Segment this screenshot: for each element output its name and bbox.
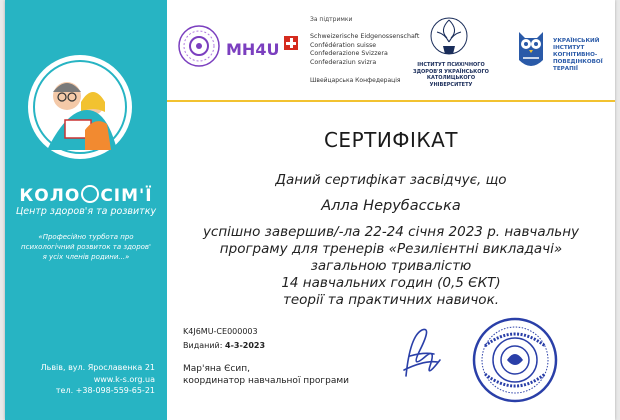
owl-line: УКРАЇНСЬКИЙ — [553, 38, 600, 44]
org-name — [5, 185, 167, 206]
body-line: теорії та практичних навичок. — [282, 292, 500, 308]
ucu-line: ЗДОРОВ'Я УКРАЇНСЬКОГО — [413, 68, 489, 75]
swiss-line: Confederazione Svizzera — [310, 50, 388, 57]
swiss-line: Schweizerische Eidgenossenschaft — [310, 33, 420, 40]
coordinator-name: Мар'яна Єсип, — [183, 364, 250, 374]
swiss-ua-name: Швейцарська Конфедерація — [310, 77, 401, 84]
owl-line: ТЕРАПІЇ — [553, 66, 578, 72]
swiss-line: Confédération suisse — [310, 41, 377, 49]
organization-stamp-icon — [471, 316, 559, 404]
owl-line: ПОВЕДІНКОВОЇ — [553, 59, 603, 65]
cbt-institute-text — [553, 38, 603, 73]
owl-line: ІНСТИТУТ — [553, 45, 585, 51]
family-logo-icon — [25, 52, 135, 162]
certificate-code: K4J6MU-CE000003 — [183, 327, 258, 336]
ucu-line: ІНСТИТУТ ПСИХІЧНОГО — [417, 62, 485, 68]
org-name-right: СІМ'Ї — [100, 186, 153, 206]
recipient-name: Алла Нерубасська — [321, 198, 461, 214]
body-line: 14 навчальних годин (0,5 ЄКТ) — [281, 275, 501, 291]
org-name-left: КОЛО — [19, 186, 81, 206]
coordinator-role: координатор навчальної програми — [183, 376, 349, 386]
support-label: За підтримки — [310, 16, 353, 23]
issued-value: 4-3-2023 — [225, 341, 266, 350]
issued-label: Виданий: — [183, 341, 223, 350]
owl-line: КОГНІТИВНО- — [553, 52, 598, 58]
mh4u-wordmark: MH4U — [226, 40, 280, 59]
ucu-line: КАТОЛИЦЬКОГО — [426, 75, 476, 81]
partner-logos — [167, 0, 615, 100]
swiss-line: Confederaziun svizra — [310, 58, 377, 66]
swiss-flag-icon — [284, 36, 298, 50]
ucu-emblem-icon — [429, 14, 469, 60]
header-divider — [167, 100, 615, 102]
address: Львів, вул. Ярославенка 21 — [40, 363, 155, 372]
body-line: загальною тривалістю — [310, 258, 472, 274]
ring-icon — [81, 185, 99, 203]
certificate-page — [5, 0, 615, 420]
website: www.k-s.org.ua — [93, 374, 155, 384]
issued-date — [183, 341, 265, 350]
sidebar — [5, 0, 167, 420]
owl-logo-icon — [513, 22, 549, 72]
ucu-line: УНІВЕРСИТЕТУ — [429, 81, 473, 88]
intro-line: Даний сертифікат засвідчує, що — [275, 172, 507, 188]
slogan: «Професійно турбота про психологічний розвиток та здоров' я усіх членів родини...» — [21, 233, 151, 261]
signature-icon — [398, 320, 444, 384]
mh4u-ring-logo-icon — [175, 22, 223, 70]
certificate-title: СЕРТИФІКАТ — [323, 128, 459, 152]
phone: тел. +38-098-559-65-21 — [55, 386, 155, 395]
org-subtitle: Центр здоров'я та розвитку — [15, 206, 157, 217]
body-line: програму для тренерів «Резилієнтні викладачі» — [219, 241, 563, 257]
ucu-institute-text — [403, 62, 499, 88]
contacts — [5, 362, 155, 397]
body-line: успішно завершив/-ла 22-24 січня 2023 р. навчальну — [202, 224, 580, 240]
